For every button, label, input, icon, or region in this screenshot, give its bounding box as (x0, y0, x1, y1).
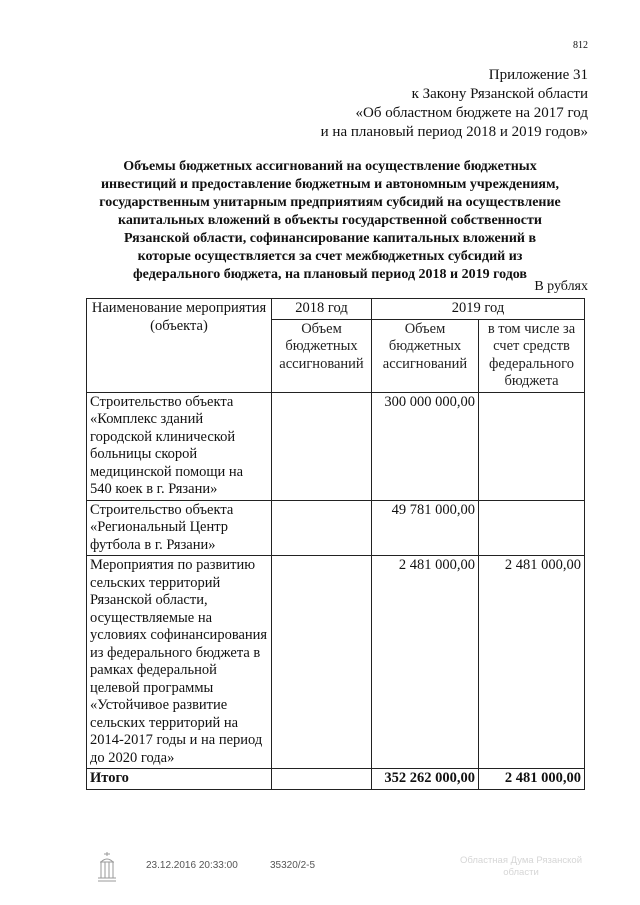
title-line-3: государственным унитарным предприятиям субсидий на осуществление (99, 195, 561, 210)
title-line-4: капитальных вложений в объекты государственной собственности (118, 213, 542, 228)
total-2018-value (272, 769, 372, 790)
row-2018-value (272, 500, 372, 556)
title-line-6: которые осуществляется за счет межбюджетных субсидий из (137, 249, 523, 264)
row-name: Мероприятия по развитию сельских территорий Рязанской области, осуществляемые на условиях софинансирования из федерального бюджета в рамках федеральной целевой программы «Устойчивое развитие сельских территорий на 2014-2017 годы и на период до 2020 года» (87, 556, 272, 769)
total-2019-value: 352 262 000,00 (372, 769, 479, 790)
appendix-line-3: «Об областном бюджете на 2017 год (355, 105, 588, 121)
header-year-2019: 2019 год (372, 299, 585, 320)
footer-watermark (446, 855, 596, 879)
table-row (87, 500, 585, 556)
table-row (87, 392, 585, 500)
total-label: Итого (87, 769, 272, 790)
document-title (80, 158, 580, 284)
appendix-line-2: к Закону Рязанской области (411, 86, 588, 102)
row-2019-federal-value (479, 392, 585, 500)
subheader-2019-volume: Объем бюджетных ассигнований (372, 319, 479, 392)
footer-document-code: 35320/2-5 (270, 860, 316, 871)
row-name: Строительство объекта «Комплекс зданий городской клинической больницы скорой медицинской помощи на 540 коек в г. Рязани» (87, 392, 272, 500)
header-name: Наименование мероприятия (объекта) (87, 299, 272, 393)
row-2019-value: 2 481 000,00 (372, 556, 479, 769)
footer-watermark-line-2: области (503, 867, 539, 878)
row-name: Строительство объекта «Региональный Центр футбола в г. Рязани» (87, 500, 272, 556)
subheader-2019-federal: в том числе за счет средств федерального бюджета (479, 319, 585, 392)
title-line-5: Рязанской области, софинансирование капитальных вложений в (123, 231, 537, 246)
row-2019-value: 49 781 000,00 (372, 500, 479, 556)
table-row (87, 556, 585, 769)
row-2018-value (272, 392, 372, 500)
row-2018-value (272, 556, 372, 769)
header-year-2018: 2018 год (272, 299, 372, 320)
emblem-icon (96, 850, 118, 884)
table-total-row (87, 769, 585, 790)
appendix-line-1: Приложение 31 (488, 67, 588, 83)
row-2019-value: 300 000 000,00 (372, 392, 479, 500)
title-line-7: федерального бюджета, на плановый период 2018 и 2019 годов (132, 267, 527, 282)
footer-watermark-line-1: Областная Дума Рязанской (459, 855, 583, 866)
footer-date: 23.12.2016 20:33:00 (146, 860, 238, 871)
currency-note: В рублях (534, 279, 588, 294)
subheader-2018-volume: Объем бюджетных ассигнований (272, 319, 372, 392)
page-number: 812 (573, 40, 588, 51)
title-line-2: инвестиций и предоставление бюджетным и автономным учреждениям, (100, 177, 559, 192)
total-2019-federal-value: 2 481 000,00 (479, 769, 585, 790)
appendix-block (321, 66, 588, 142)
row-2019-federal-value: 2 481 000,00 (479, 556, 585, 769)
row-2019-federal-value (479, 500, 585, 556)
appendix-line-4: и на плановый период 2018 и 2019 годов» (320, 124, 588, 140)
table-header-row (87, 299, 585, 320)
budget-table (86, 298, 585, 790)
title-line-1: Объемы бюджетных ассигнований на осуществление бюджетных (123, 159, 537, 174)
